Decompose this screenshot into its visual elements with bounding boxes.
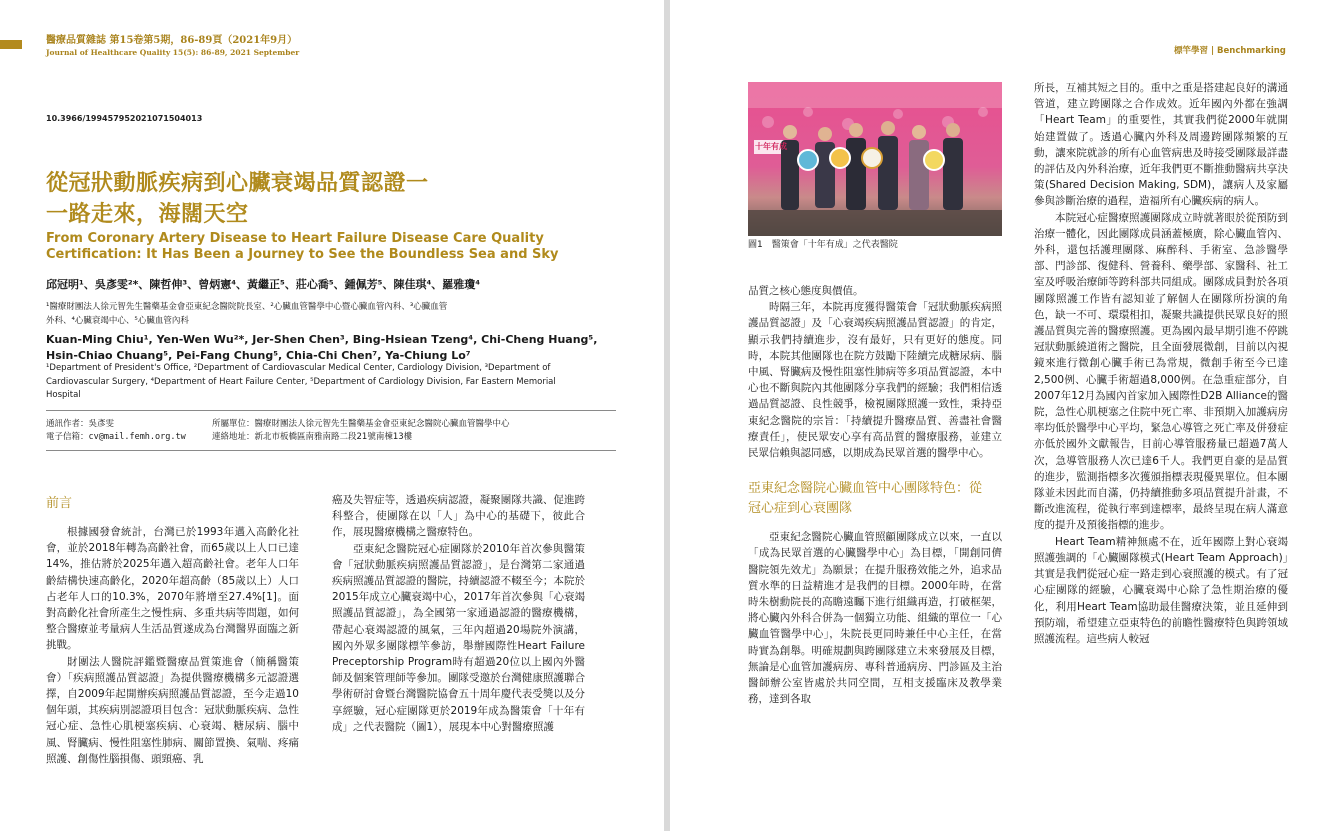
left-page bbox=[0, 0, 664, 831]
authors-en: Kuan-Ming Chiu¹, Yen-Wen Wu²*, Jer-Shen Chen³, Bing-Hsiean Tzeng⁴, Chi-Cheng Huang⁵, Hsin-Chiao Chuang⁵, Pei-Fang Chung⁵, Chia-Chi Chen⁷, Ya-Chiung Lo⁷ bbox=[46, 333, 598, 362]
group-photo-illustration bbox=[748, 82, 1002, 236]
paragraph: 亞東紀念醫院冠心症團隊於2010年首次參與醫策會「冠狀動脈疾病照護品質認證」，是台灣第二家通過疾病照護品質認證的醫院，持續認證不輟至今；本院於2015年成立心臟衰竭中心，2017年首次參與「心衰竭照護品質認證」，為全國第一家通過認證的醫療機構，帶起心衰竭認證的風氣，三年內超過20場院外演講，國內外眾多團隊標竿參訪，舉辦國際性Heart Failure Preceptorship Program時有超過20位以上國內外醫師及個案管理師等參加。團隊受邀於台灣健康照護聯合學術研討會暨台灣醫院協會五十周年慶代表受獎以及分享經驗，冠心症團隊更於2019年成為醫策會「十年有成」之代表醫院（圖1），展現本中心對醫療照護 bbox=[332, 542, 585, 733]
affiliations-en: ¹Department of President's Office, ²Department of Cardiovascular Medical Center, Cardiology Division, ³Department of Cardiovascular Surgery, ⁴Department of Heart Failure Center, ⁵Department of Cardiology Division, Far Eastern Memorial Hospital bbox=[46, 363, 556, 400]
section-title-team: 亞東紀念醫院心臟血管中心團隊特色：從 冠心症到心衰團隊 bbox=[748, 481, 983, 517]
paragraph: 亞東紀念醫院心臟血管照顧團隊成立以來，一直以「成為民眾首選的心臟醫學中心」為目標，「開創同儕醫院領先效尤」為願景；在提升服務效能之外，追求品質水準的日益精進才是我們的目標。2000年時，在當時朱樹勳院長的高瞻遠矚下進行組織再造，打破框架，將心臟內外科合併為一個獨立功能、組織的單位一「心臟血管醫學中心」，朱院長更同時兼任中心主任，在當時實為創舉。明確規劃與跨團隊建立未來發展及目標，無論是心血管加護病房、專科普通病房、門診區及主治醫師辦公室皆處於共同空間，互相支援臨床及教學業務，達到各取 bbox=[748, 531, 1002, 706]
paragraph: 時隔三年，本院再度獲得醫策會「冠狀動脈疾病照護品質認證」及「心衰竭疾病照護品質認證」的肯定，顯示我們持續進步，沒有最好，只有更好的態度。同時，本院其他團隊也在院方鼓勵下陸續完成糖尿病、腦中風、腎臟病及慢性阻塞性肺病等多項品質認證，本中心也不斷與院內其他團隊分享我們的經驗；我們相信透過品質認證、良性競爭，檢視團隊照護一致性，秉持亞東紀念醫院的宗旨：「持續提升醫療品質、善盡社會醫療責任」，使民眾安心享有高品質的醫療服務，並建立民眾信賴與認同感，以期成為民眾首選的醫學中心。 bbox=[748, 301, 1002, 460]
author-address: 新北市板橋區南雅南路二段21號南棟13樓 bbox=[254, 432, 413, 442]
banner-text: 十年有成 bbox=[755, 142, 787, 151]
paragraph: 財團法人醫院評鑑暨醫療品質策進會（簡稱醫策會）「疾病照護品質認證」為提供醫療機構多元認證選擇，自2009年起開辦疾病照護品質認證，至今走過10個年頭，其疾病別認證項目包含：冠狀動脈疾病、急性冠心症、急性心肌梗塞疾病、心衰竭、糖尿病、腦中風、腎臟病、慢性阻塞性肺病、關節置換、氣喘、疼痛照護、創傷性腦損傷、頭頸癌、乳 bbox=[46, 655, 299, 765]
journal-citation-zh: 醫療品質雜誌 第15卷第5期，86-89頁（2021年9月） bbox=[46, 35, 298, 46]
doi: 10.3966/199457952021071504013 bbox=[46, 114, 203, 123]
floor bbox=[748, 210, 1002, 236]
right-page bbox=[670, 0, 1334, 831]
article-title-en: From Coronary Artery Disease to Heart Failure Disease Care Quality Certification: It Has Been a Journey to See the Boundless Sea and Sky bbox=[46, 231, 559, 262]
column-left-1 bbox=[46, 494, 299, 767]
paragraph: 所長，互補其短之目的。重中之重是搭建起良好的溝通管道，建立跨團隊之合作成效。近年國內外都在強調「Heart Team」的重要性，其實我們從2000年就開始建置做了。透過心臟內外科及周邊跨團隊頻繁的互動，讓來院就診的所有心血管病患及時接受團隊最詳盡的評估及內外科治療，近年我們更不斷推動醫病共享決策(Shared Decision Making, SDM)，讓病人及家屬參與診斷治療的過程，造福所有心臟疾病的病人。 bbox=[1034, 82, 1288, 208]
authors-zh: 邱冠明¹、吳彥雯²*、陳哲伸³、曾炳憲⁴、黃繼正⁵、莊心喬⁵、鍾佩芳⁵、陳佳琪⁴、羅雅瓊⁴ bbox=[46, 278, 481, 291]
figure-1-caption: 圖1 醫策會「十年有成」之代表醫院 bbox=[748, 240, 898, 250]
backdrop-strip bbox=[748, 82, 1002, 108]
author-unit: 醫療財團法人徐元智先生醫藥基金會亞東紀念醫院心臟血管醫學中心 bbox=[254, 419, 510, 429]
column-right-2 bbox=[1034, 80, 1288, 647]
divider bbox=[46, 450, 616, 451]
contact-block: 通訊作者：吳彥雯 所屬單位：醫療財團法人徐元智先生醫藥基金會亞東紀念醫院心臟血管醫學中心 電子信箱：cv@mail.femh.org.tw 連絡地址：新北市板橋區南雅南路二段21號南棟13樓 bbox=[46, 419, 510, 442]
section-title-intro: 前言 bbox=[46, 496, 73, 511]
paragraph: 癌及失智症等，透過疾病認證，凝聚團隊共識、促進跨科整合，使團隊在以「人」為中心的基礎下，彼此合作，展現醫療機構之醫療特色。 bbox=[332, 494, 585, 539]
paragraph: 根據國發會統計，台灣已於1993年邁入高齡化社會，並於2018年轉為高齡社會，而65歲以上人口已達14%，推估將於2025年邁入超高齡社會。老年人口年齡結構快速高齡化，2020年超高齡（85歲以上）人口占老年人口的10.3%，2070年將增至27.4%[1]。面對高齡化社會所產生之慢性病、多重共病等問題，如何整合醫療並考量病人生活品質遂成為台灣醫界面臨之新挑戰。 bbox=[46, 526, 299, 652]
figure-1-photo bbox=[748, 82, 1002, 236]
divider bbox=[46, 410, 616, 411]
header-accent-bar bbox=[0, 40, 22, 49]
author-email: cv@mail.femh.org.tw bbox=[88, 432, 186, 442]
column-left-2 bbox=[332, 492, 585, 735]
affiliations-zh: ¹醫療財團法人徐元智先生醫藥基金會亞東紀念醫院院長室、²心臟血管醫學中心暨心臟血管內科、³心臟血管 外科、⁴心臟衰竭中心、⁵心臟血管內科 bbox=[46, 302, 448, 326]
running-title: 標竿學習 | Benchmarking bbox=[1174, 46, 1286, 56]
paragraph: 本院冠心症醫療照護團隊成立時就著眼於從預防到治療一體化，因此團隊成員涵蓋極廣，除心臟血管內、外科，還包括護理團隊、麻醉科、手術室、急診醫學部、門診部、復健科、營養科、藥學部、家醫科、社工室及呼吸治療師等跨科部共同組成。團隊成員對於各項團隊照護工作皆有認知並了解個人在團隊所扮演的角色，缺一不可、環環相扣，凝聚共識提供民眾良好的照護品質與完善的醫療照護。更為國內最早期引進不停跳冠狀動脈繞道術之醫院，且全面發展微創，目前以內視鏡來進行微創心臟手術已為常規，微創手術至今已達2,500例、心臟手術超過8,000例。在急重症部分，自2007年12月為國內首家加入國際性D2B Alliance的醫院，急性心肌梗塞之住院中死亡率、非預期入加護病房率均低於醫學中心平均，緊急心導管之死亡率及併發症亦低於國外文獻報告，目前心導管服務量已超過7萬人次，急導管服務人次已達6千人。我們更自豪的是品質的進步，監測指標多次獲頒指標表現優異單位。但本團隊並未因此而自滿，仍持續推動多項品質提升計畫，不斷改進流程，從執行率到達標率，最終呈現在病人滿意度的提升及預後指標的進步。 bbox=[1034, 211, 1288, 532]
article-title-zh: 從冠狀動脈疾病到心臟衰竭品質認證一 一路走來，海闊天空 bbox=[46, 171, 429, 227]
paragraph: 品質之核心態度與價值。 bbox=[748, 285, 864, 297]
corresponding-author: 吳彥雯 bbox=[88, 419, 115, 429]
journal-citation-en: Journal of Healthcare Quality 15(5): 86-89, 2021 September bbox=[46, 48, 300, 57]
paragraph: Heart Team精神無處不在，近年國際上對心衰竭照護強調的「心臟團隊模式(Heart Team Approach)」其實是我們從冠心症一路走到心衰照護的模式。有了冠心症團隊的經驗，心臟衰竭中心除了急性期治療的優化，利用Heart Team協助最佳醫療決策，並且延伸到預防端，希望建立亞東特色的前瞻性醫療特色與跨領域照護流程。這些病人較冠 bbox=[1034, 535, 1288, 645]
column-right-1 bbox=[748, 283, 1002, 707]
